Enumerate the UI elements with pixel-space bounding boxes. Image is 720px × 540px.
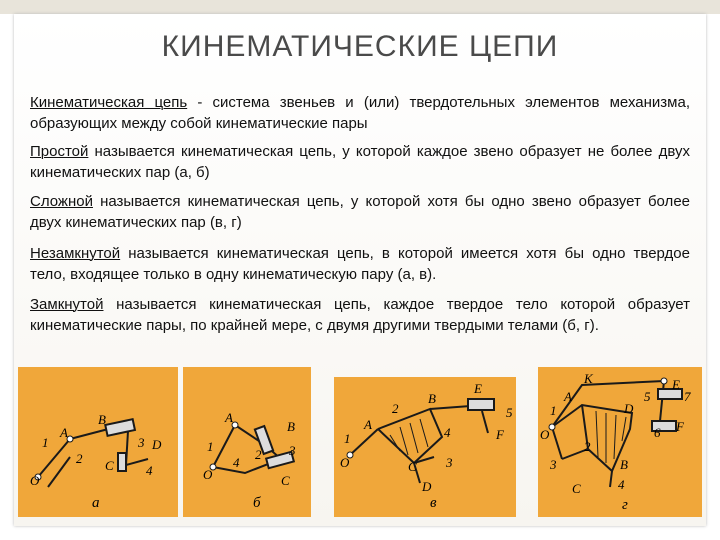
term: Сложной <box>30 193 93 210</box>
term: Кинематическая цепь <box>30 94 188 111</box>
label-1: 1 <box>550 403 557 418</box>
slide-title: КИНЕМАТИЧЕСКИЕ ЦЕПИ <box>161 30 559 63</box>
term: Замкнутой <box>30 296 104 313</box>
label-2: 2 <box>255 447 262 462</box>
label-3: 3 <box>138 435 145 450</box>
label-2: 2 <box>392 401 399 416</box>
label-O: O <box>30 473 40 488</box>
figure-background <box>183 367 311 517</box>
label-F: F <box>676 419 684 434</box>
label-B: B <box>98 412 106 427</box>
label-A: A <box>225 410 233 425</box>
label-5: 5 <box>506 405 513 420</box>
label-4: 4 <box>444 425 451 440</box>
label-O: O <box>340 455 350 470</box>
definition-text: называется кинематическая цепь, у которой хотя бы одно звено образует более двух кинематических пар (в, г) <box>30 193 690 231</box>
label-6: 6 <box>654 425 661 440</box>
figure-a <box>18 367 178 517</box>
label-3: 3 <box>550 457 557 472</box>
label-E: E <box>672 377 680 392</box>
label-3: 3 <box>289 443 296 458</box>
definition-text: называется кинематическая цепь, в которой имеется хотя бы одно твердое тело, входящее только в одну кинематическую пару (а, в). <box>30 245 690 283</box>
label-D: D <box>422 479 432 494</box>
figure-b <box>183 367 311 517</box>
label-C: C <box>408 459 417 474</box>
label-A: A <box>564 389 572 404</box>
label-C: C <box>572 481 581 496</box>
label-2: 2 <box>76 451 83 466</box>
label-1: 1 <box>42 435 49 450</box>
definition-text: называется кинематическая цепь, каждое твердое тело которой образует кинематические пары, по крайней мере, с двумя другими твердыми телами (б, г). <box>30 296 690 334</box>
label-4: 4 <box>146 463 153 478</box>
label-C: C <box>105 458 114 473</box>
label-D: D <box>624 401 634 416</box>
label-A: A <box>60 425 68 440</box>
label-O: O <box>203 467 213 482</box>
label-B: B <box>620 457 628 472</box>
label-B: B <box>428 391 436 406</box>
definition-text: называется кинематическая цепь, у которой каждое звено образует не более двух кинематических пар (а, б) <box>30 143 690 181</box>
figure-g <box>538 367 702 517</box>
label-7: 7 <box>684 389 691 404</box>
label-5: 5 <box>644 389 651 404</box>
definition-chain <box>30 92 690 134</box>
label-F: F <box>496 427 504 442</box>
label-D: D <box>152 437 162 452</box>
label-C: C <box>281 473 290 488</box>
label-A: A <box>364 417 372 432</box>
caption-a: а <box>92 495 100 511</box>
label-B: B <box>287 419 295 434</box>
label-O: O <box>540 427 550 442</box>
caption-v: в <box>430 495 437 511</box>
label-2: 2 <box>584 439 591 454</box>
caption-g: г <box>622 497 628 513</box>
label-4: 4 <box>233 455 240 470</box>
label-4: 4 <box>618 477 625 492</box>
label-E: E <box>474 381 482 396</box>
label-3: 3 <box>446 455 453 470</box>
definition-closed <box>30 294 690 336</box>
label-1: 1 <box>344 431 351 446</box>
caption-b: б <box>253 495 261 511</box>
label-1: 1 <box>207 439 214 454</box>
definition-text: - система звеньев и (или) твердотельных элементов механизма, образующих между собой кинематические пары <box>30 94 690 132</box>
label-K: K <box>584 371 593 386</box>
term: Простой <box>30 143 89 160</box>
definition-open <box>30 243 690 285</box>
top-band <box>0 0 720 14</box>
term: Незамкнутой <box>30 245 121 262</box>
definition-simple <box>30 141 690 183</box>
definition-complex <box>30 191 690 233</box>
figure-v <box>334 367 516 517</box>
